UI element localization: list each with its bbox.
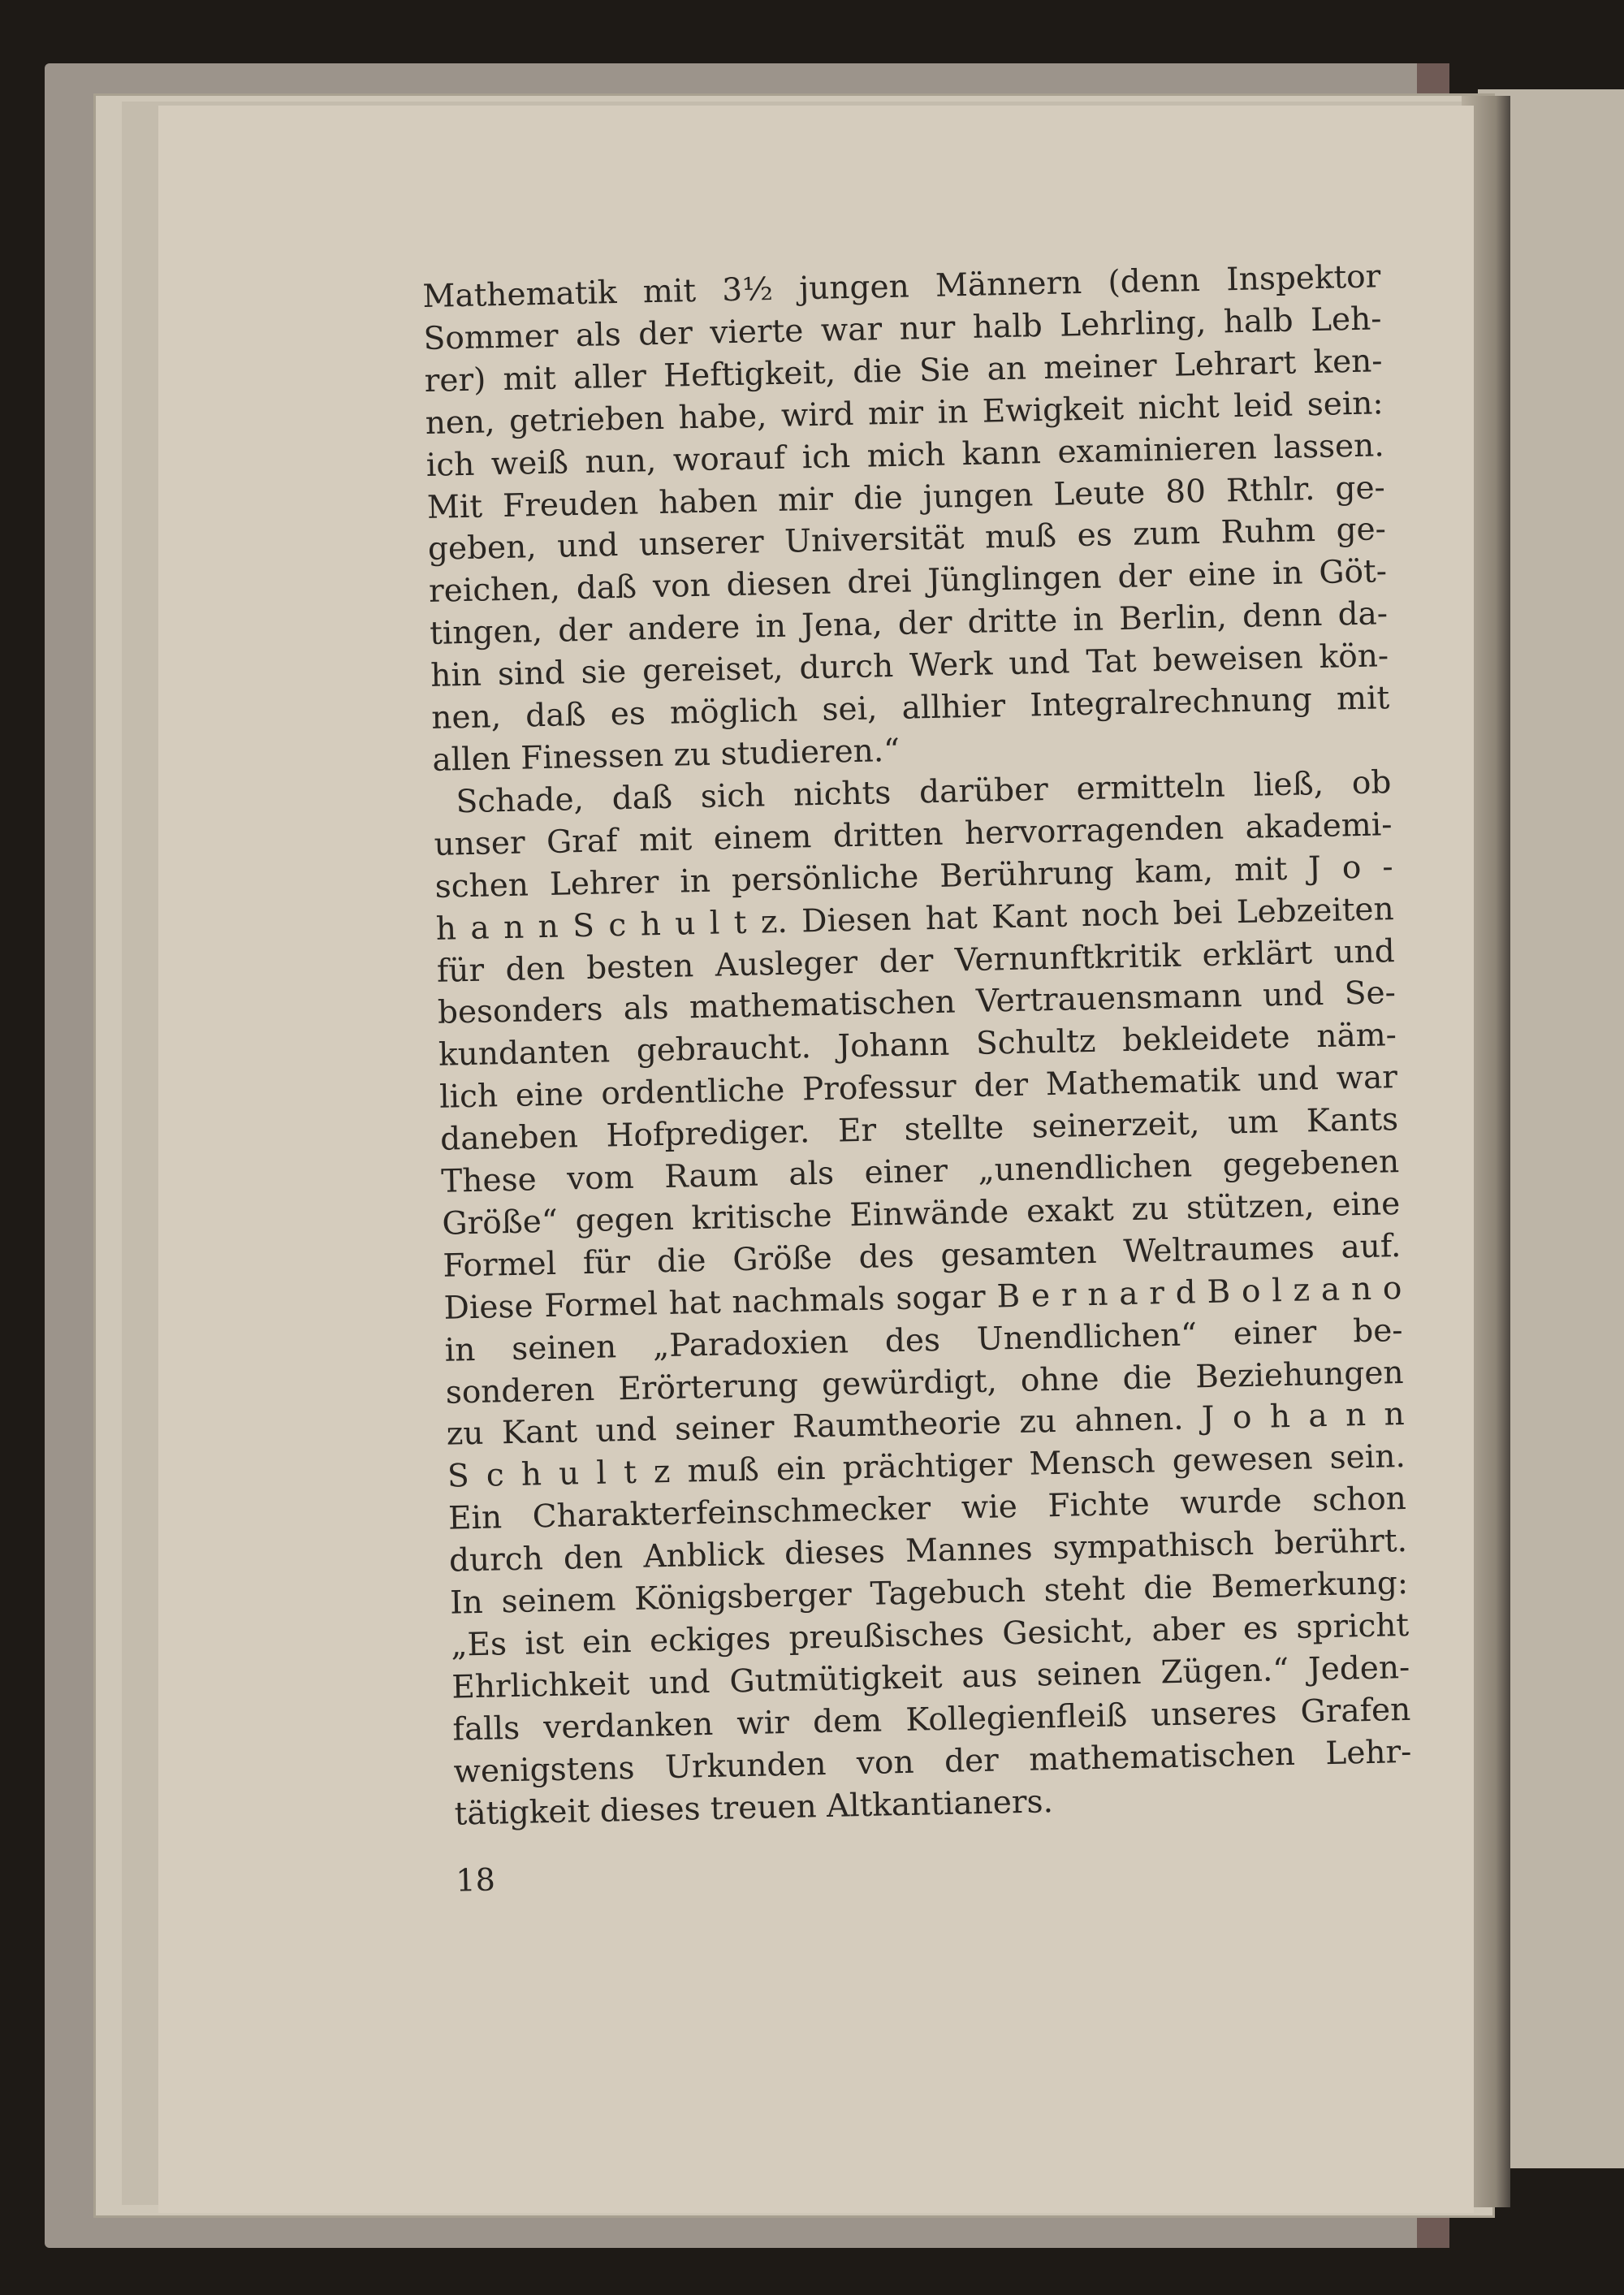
text-line: tätigkeit dieses treuen Altkantianers.: [454, 1783, 1054, 1833]
text-line: Mathematik mit 3½ jungen Männern (denn Inspektor: [422, 258, 1381, 315]
text-line: nen, daß es möglich sei, allhier Integralrechnung mit: [430, 680, 1390, 737]
text-line: Sommer als der vierte war nur halb Lehrling, halb Leh-: [423, 300, 1382, 357]
text-line: Schade, daß sich nichts darüber ermitteln ließ, ob: [456, 764, 1392, 821]
text-line: tingen, der andere in Jena, der dritte in Berlin, denn da-: [429, 595, 1389, 653]
text-line: S c h u l t z muß ein prächtiger Mensch gewesen sein.: [447, 1438, 1406, 1496]
text-line: Diese Formel hat nachmals sogar B e r n a r d B o l z a n o: [443, 1269, 1402, 1327]
text-line: in seinen „Paradoxien des Unendlichen“ einer be-: [444, 1312, 1403, 1369]
text-line: geben, und unserer Universität muß es zum Ruhm ge-: [427, 511, 1387, 568]
text-line: schen Lehrer in persönliche Berührung kam, mit J o -: [434, 848, 1393, 905]
text-line: durch den Anblick dieses Mannes sympathisch berührt.: [448, 1523, 1408, 1580]
text-line: hin sind sie gereiset, durch Werk und Tat beweisen kön-: [430, 638, 1389, 695]
text-line: daneben Hofprediger. Er stellte seinerzeit, um Kants: [439, 1101, 1399, 1158]
text-line: h a n n S c h u l t z. Diesen hat Kant noch bei Lebzeiten: [435, 890, 1395, 948]
text-line: kundanten gebraucht. Johann Schultz bekleidete näm-: [438, 1017, 1397, 1074]
text-line: falls verdanken wir dem Kollegienfleiß unseres Grafen: [452, 1691, 1411, 1748]
text-line: besonders als mathematischen Vertrauensmann und Se-: [437, 975, 1397, 1032]
text-line: These vom Raum als einer „unendlichen gegebenen: [440, 1143, 1400, 1200]
text-line: Ein Charakterfeinschmecker wie Fichte wurde schon: [447, 1480, 1407, 1537]
text-line: ich weiß nun, worauf ich mich kann examinieren lassen.: [425, 426, 1385, 484]
page-text: [422, 256, 1415, 1902]
text-line: wenigstens Urkunden von der mathematischen Lehr-: [453, 1733, 1412, 1791]
text-line: nen, getrieben habe, wird mir in Ewigkeit nicht leid sein:: [425, 384, 1384, 442]
text-line: Formel für die Größe des gesamten Weltraumes auf.: [443, 1227, 1402, 1285]
page-number: 18: [455, 1861, 496, 1899]
text-line: In seinem Königsberger Tagebuch steht die Bemerkung:: [449, 1565, 1409, 1622]
text-line: „Es ist ein eckiges preußisches Gesicht, aber es spricht: [450, 1606, 1410, 1664]
text-line: Ehrlichkeit und Gutmütigkeit aus seinen Zügen.“ Jeden-: [451, 1649, 1410, 1706]
text-line: für den besten Ausleger der Vernunftkritik erklärt und: [436, 932, 1396, 990]
text-line: sonderen Erörterung gewürdigt, ohne die Beziehungen: [445, 1354, 1405, 1411]
text-line: Größe“ gegen kritische Einwände exakt zu stützen, eine: [441, 1185, 1401, 1243]
text-line: lich eine ordentliche Professur der Mathematik und war: [438, 1059, 1398, 1116]
text-line: Mit Freuden haben mir die jungen Leute 80 Rthlr. ge-: [426, 469, 1386, 526]
text-line: allen Finessen zu studieren.“: [432, 732, 901, 779]
text-line: unser Graf mit einem dritten hervorragenden akademi-: [434, 806, 1393, 863]
text-line: rer) mit aller Heftigkeit, die Sie an meiner Lehrart ken-: [424, 343, 1383, 400]
text-line: reichen, daß von diesen drei Jünglingen der eine in Göt-: [428, 553, 1388, 611]
text-line: zu Kant und seiner Raumtheorie zu ahnen. J o h a n n: [446, 1396, 1406, 1454]
